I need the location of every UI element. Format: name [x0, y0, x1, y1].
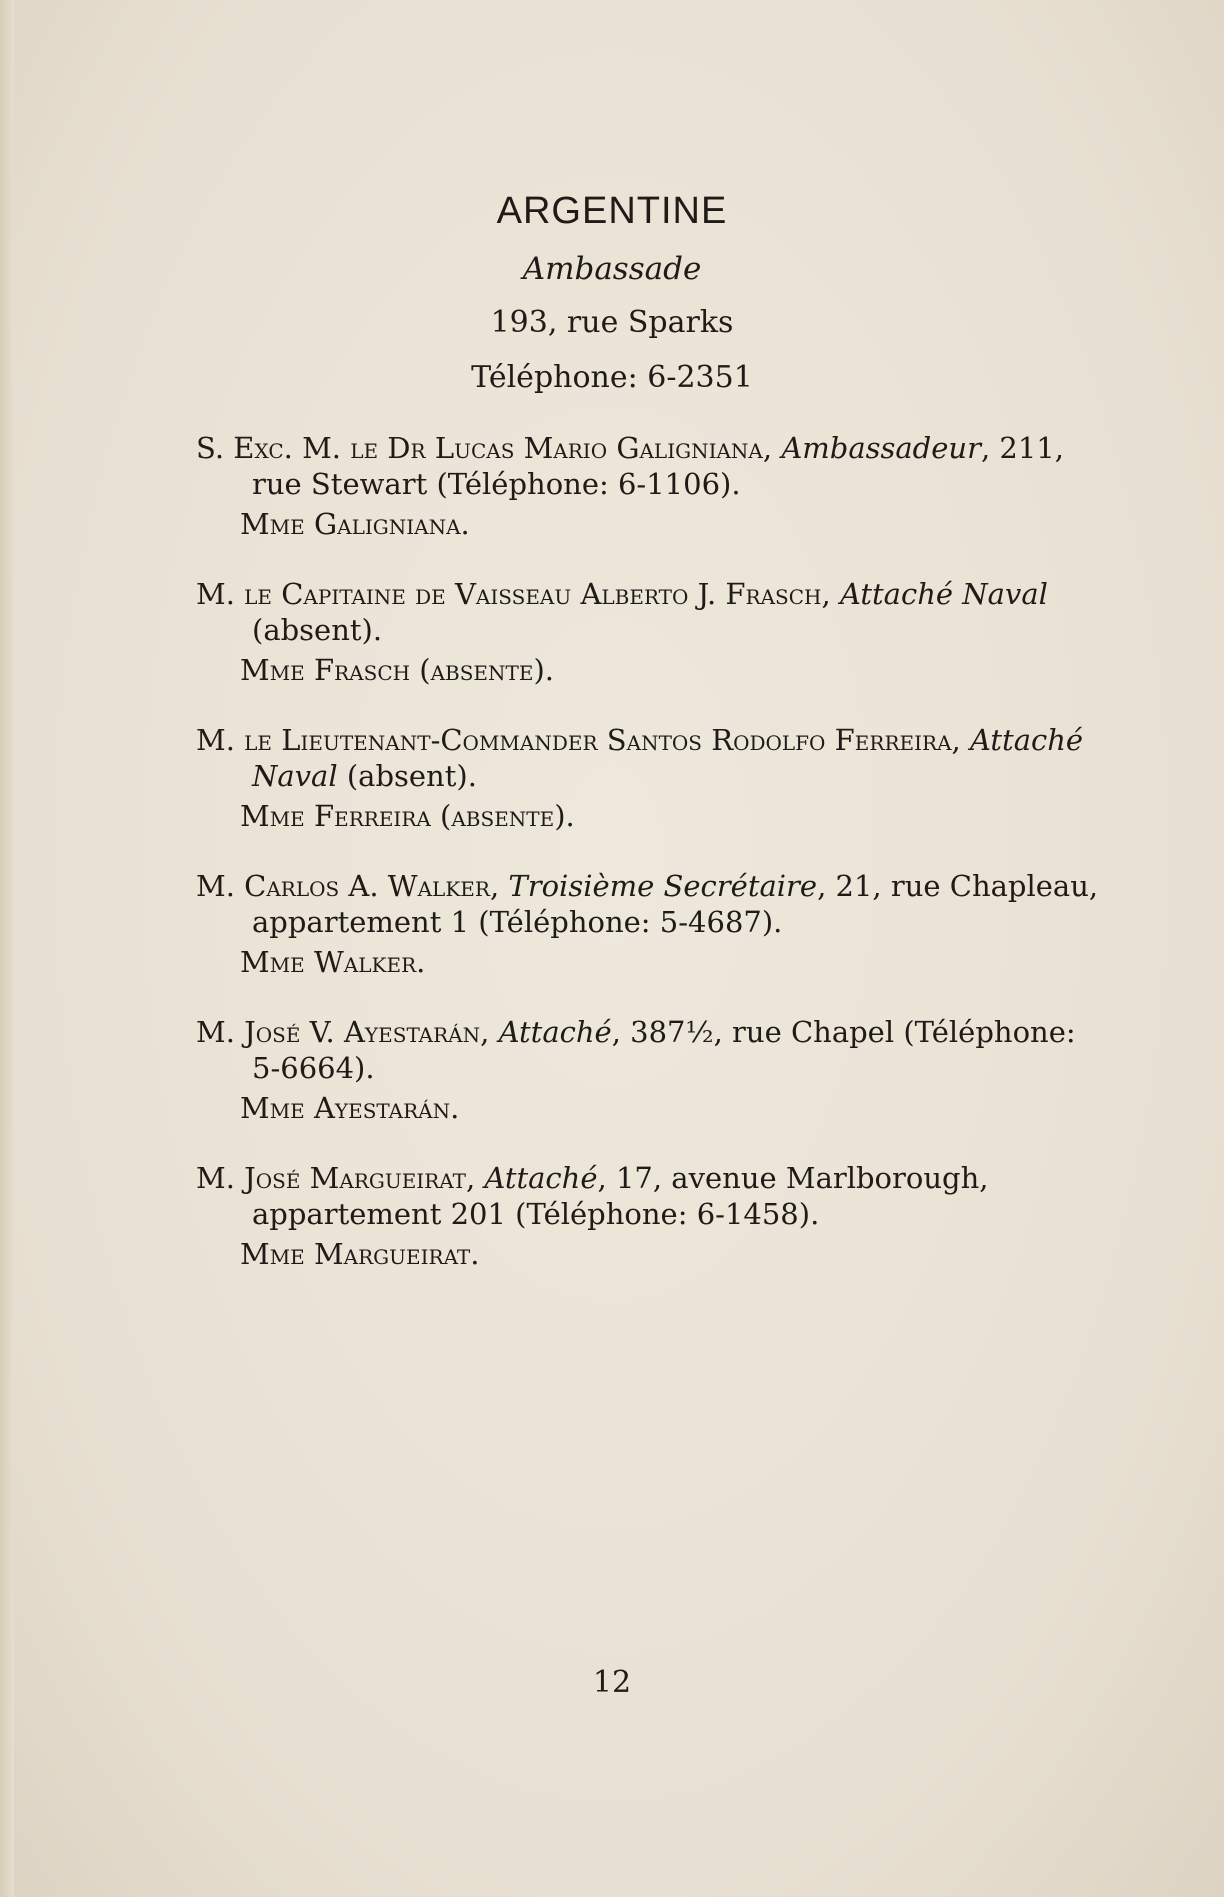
staff-entry	[196, 576, 1106, 688]
spouse-line: Mme Galigniana.	[240, 507, 470, 541]
separator: ,	[951, 723, 970, 757]
separator: ,	[762, 431, 782, 465]
staff-details: , 387½, rue Chapel (Téléphone: 5-6664).	[252, 1015, 1076, 1085]
section-header	[0, 190, 1224, 415]
staff-prefix: M.	[196, 1161, 245, 1195]
staff-entry	[196, 1014, 1106, 1126]
staff-details: (absent).	[252, 613, 383, 647]
staff-name: Carlos A. Walker	[244, 869, 490, 903]
staff-entry-main	[196, 722, 1106, 794]
staff-name: Santos Rodolfo Ferreira	[606, 723, 952, 757]
staff-title: Attaché	[484, 1161, 598, 1195]
mission-phone: Téléphone: 6-2351	[471, 360, 753, 395]
staff-entry	[196, 1160, 1106, 1272]
spouse-line: Mme Margueirat.	[240, 1237, 480, 1271]
page-number: 12	[592, 1665, 632, 1700]
staff-name: Lucas Mario Galigniana	[434, 431, 763, 465]
staff-list	[196, 430, 1106, 1306]
staff-entry	[196, 722, 1106, 834]
staff-prefix: M. le Lieutenant-Commander	[196, 723, 607, 757]
staff-details: , 211, rue Stewart (Téléphone: 6-1106).	[252, 431, 1064, 501]
staff-title: Attaché Naval	[252, 723, 1084, 793]
separator: ,	[489, 869, 509, 903]
staff-name: José Margueirat	[244, 1161, 466, 1195]
staff-details: , 17, avenue Marlborough, appartement 201 (Téléphone: 6-1458).	[252, 1161, 989, 1231]
spouse-line: Mme Walker.	[240, 945, 426, 979]
mission-address: 193, rue Sparks	[490, 305, 734, 340]
staff-details: (absent).	[337, 759, 477, 793]
staff-prefix: S. Exc. M. le Dr	[196, 431, 435, 465]
staff-name: José V. Ayestarán	[244, 1015, 481, 1049]
country-heading: ARGENTINE	[496, 190, 728, 232]
spouse-line: Mme Ayestarán.	[240, 1091, 460, 1125]
separator: ,	[821, 577, 840, 611]
staff-entry	[196, 430, 1106, 542]
separator: ,	[465, 1161, 485, 1195]
staff-entry-main	[196, 430, 1106, 502]
staff-entry	[196, 868, 1106, 980]
separator: ,	[480, 1015, 499, 1049]
staff-title: Attaché Naval	[839, 577, 1048, 611]
spouse-line: Mme Frasch (absente).	[240, 653, 555, 687]
staff-title: Troisième Secrétaire	[508, 869, 818, 903]
staff-prefix: M.	[196, 869, 245, 903]
staff-prefix: M. le Capitaine de Vaisseau	[196, 577, 581, 611]
staff-title: Ambassadeur	[781, 431, 981, 465]
staff-entry-main	[196, 1160, 1106, 1232]
staff-entry-main	[196, 868, 1106, 940]
mission-type: Ambassade	[522, 251, 702, 287]
staff-entry-main	[196, 576, 1106, 648]
staff-prefix: M.	[196, 1015, 245, 1049]
spouse-line: Mme Ferreira (absente).	[240, 799, 575, 833]
staff-details: , 21, rue Chapleau, appartement 1 (Téléphone: 5-4687).	[252, 869, 1099, 939]
staff-entry-main	[196, 1014, 1106, 1086]
staff-title: Attaché	[498, 1015, 612, 1049]
staff-name: Alberto J. Frasch	[580, 577, 822, 611]
